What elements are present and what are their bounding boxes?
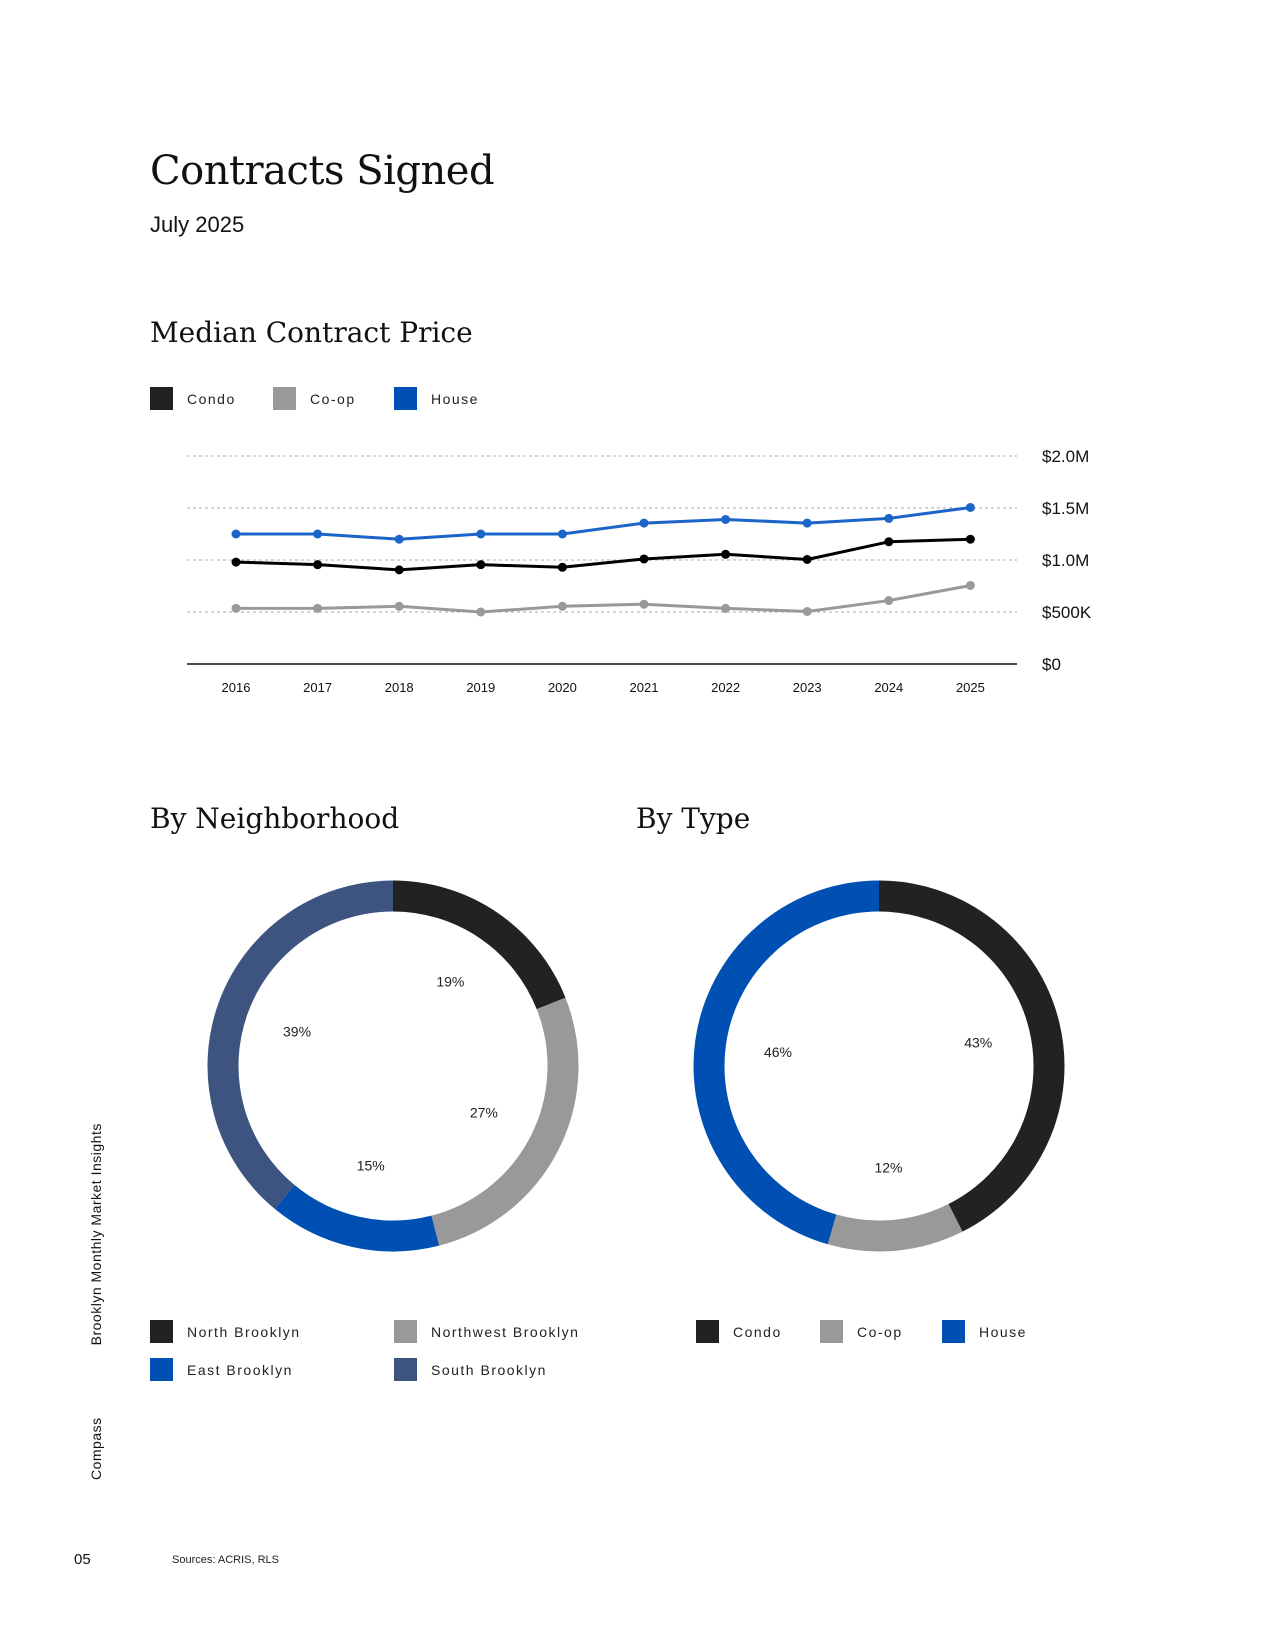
legend-swatch	[820, 1320, 843, 1343]
y-tick-label: $1.0M	[1042, 551, 1090, 570]
data-point	[884, 537, 893, 546]
line-legend-condo	[150, 387, 236, 410]
side-publication: Brooklyn Monthly Market Insights	[88, 1123, 104, 1346]
type-donut-chart	[636, 860, 1116, 1280]
data-point	[640, 519, 649, 528]
data-point	[476, 530, 485, 539]
neigh-legend-south	[394, 1358, 547, 1381]
data-point	[803, 607, 812, 616]
x-tick-label: 2016	[221, 680, 251, 695]
legend-label: East Brooklyn	[187, 1361, 293, 1378]
legend-swatch	[394, 387, 417, 410]
donut-slice-condo	[879, 896, 1049, 1218]
y-tick-label: $500K	[1042, 603, 1092, 622]
legend-swatch	[942, 1320, 965, 1343]
data-point	[395, 535, 404, 544]
neigh-legend-east	[150, 1358, 293, 1381]
data-point	[803, 555, 812, 564]
neighborhood-donut-chart	[150, 860, 630, 1280]
data-point	[558, 530, 567, 539]
sources-note: Sources: ACRIS, RLS	[172, 1554, 279, 1566]
data-point	[395, 602, 404, 611]
legend-label: House	[979, 1323, 1027, 1340]
donut-slice-house	[709, 896, 879, 1229]
data-point	[884, 514, 893, 523]
data-point	[476, 608, 485, 617]
slice-label: 12%	[874, 1159, 903, 1176]
data-point	[232, 604, 241, 613]
data-point	[313, 560, 322, 569]
slice-label: 43%	[964, 1034, 993, 1051]
x-tick-label: 2018	[384, 680, 414, 695]
x-tick-label: 2020	[547, 680, 577, 695]
page-number: 05	[74, 1551, 91, 1568]
data-point	[640, 600, 649, 609]
x-tick-label: 2022	[711, 680, 741, 695]
type-legend-condo	[696, 1320, 782, 1343]
slice-label: 46%	[763, 1043, 793, 1060]
legend-label: House	[431, 390, 479, 407]
line-legend-coop	[273, 387, 356, 410]
data-point	[884, 596, 893, 605]
data-point	[803, 519, 812, 528]
donut-slice-northwest-brooklyn	[435, 1003, 563, 1230]
legend-swatch	[394, 1358, 417, 1381]
y-tick-label: $0	[1042, 655, 1061, 674]
legend-label: North Brooklyn	[187, 1323, 301, 1340]
side-text	[88, 1123, 104, 1480]
page-subtitle: July 2025	[150, 212, 245, 237]
data-point	[721, 550, 730, 559]
type-legend-house	[942, 1320, 1027, 1343]
x-tick-label: 2023	[792, 680, 822, 695]
legend-swatch	[273, 387, 296, 410]
legend-swatch	[696, 1320, 719, 1343]
legend-label: Condo	[733, 1323, 782, 1340]
slice-label: 19%	[436, 973, 465, 990]
page-title: Contracts Signed	[150, 148, 495, 194]
x-tick-label: 2017	[303, 680, 333, 695]
data-point	[966, 535, 975, 544]
side-brand: Compass	[88, 1417, 104, 1480]
series-line-coop	[236, 585, 970, 612]
type-chart-title: By Type	[636, 802, 751, 835]
data-point	[232, 530, 241, 539]
x-tick-label: 2019	[466, 680, 496, 695]
x-tick-label: 2025	[955, 680, 985, 695]
donut-slice-south-brooklyn	[223, 896, 393, 1197]
legend-label: Northwest Brooklyn	[431, 1323, 580, 1340]
donut-slice-co-op	[832, 1218, 955, 1236]
legend-swatch	[394, 1320, 417, 1343]
line-chart-title: Median Contract Price	[150, 316, 473, 349]
series-line-condo	[236, 539, 970, 570]
x-tick-label: 2024	[874, 680, 904, 695]
slice-label: 15%	[356, 1157, 385, 1174]
type-legend-coop	[820, 1320, 903, 1343]
donut-slice-north-brooklyn	[393, 896, 551, 1003]
line-chart	[150, 440, 1110, 710]
legend-swatch	[150, 1358, 173, 1381]
data-point	[395, 565, 404, 574]
y-tick-label: $2.0M	[1042, 447, 1090, 466]
x-tick-label: 2021	[629, 680, 659, 695]
neigh-legend-northwest	[394, 1320, 579, 1343]
data-point	[313, 530, 322, 539]
data-point	[966, 581, 975, 590]
legend-swatch	[150, 1320, 173, 1343]
neighborhood-chart-title: By Neighborhood	[150, 802, 400, 835]
neigh-legend-north	[150, 1320, 301, 1343]
slice-label: 27%	[469, 1104, 498, 1121]
data-point	[313, 604, 322, 613]
y-tick-label: $1.5M	[1042, 499, 1090, 518]
data-point	[558, 563, 567, 572]
legend-label: South Brooklyn	[431, 1361, 547, 1378]
data-point	[966, 503, 975, 512]
data-point	[232, 558, 241, 567]
data-point	[721, 604, 730, 613]
series-line-house	[236, 507, 970, 539]
legend-label: Condo	[187, 390, 236, 407]
donut-slice-east-brooklyn	[285, 1197, 436, 1236]
legend-label: Co-op	[857, 1323, 903, 1340]
legend-swatch	[150, 387, 173, 410]
data-point	[476, 560, 485, 569]
data-point	[640, 554, 649, 563]
data-point	[558, 602, 567, 611]
legend-label: Co-op	[310, 390, 356, 407]
slice-label: 39%	[283, 1023, 312, 1040]
line-legend-house	[394, 387, 479, 410]
data-point	[721, 515, 730, 524]
